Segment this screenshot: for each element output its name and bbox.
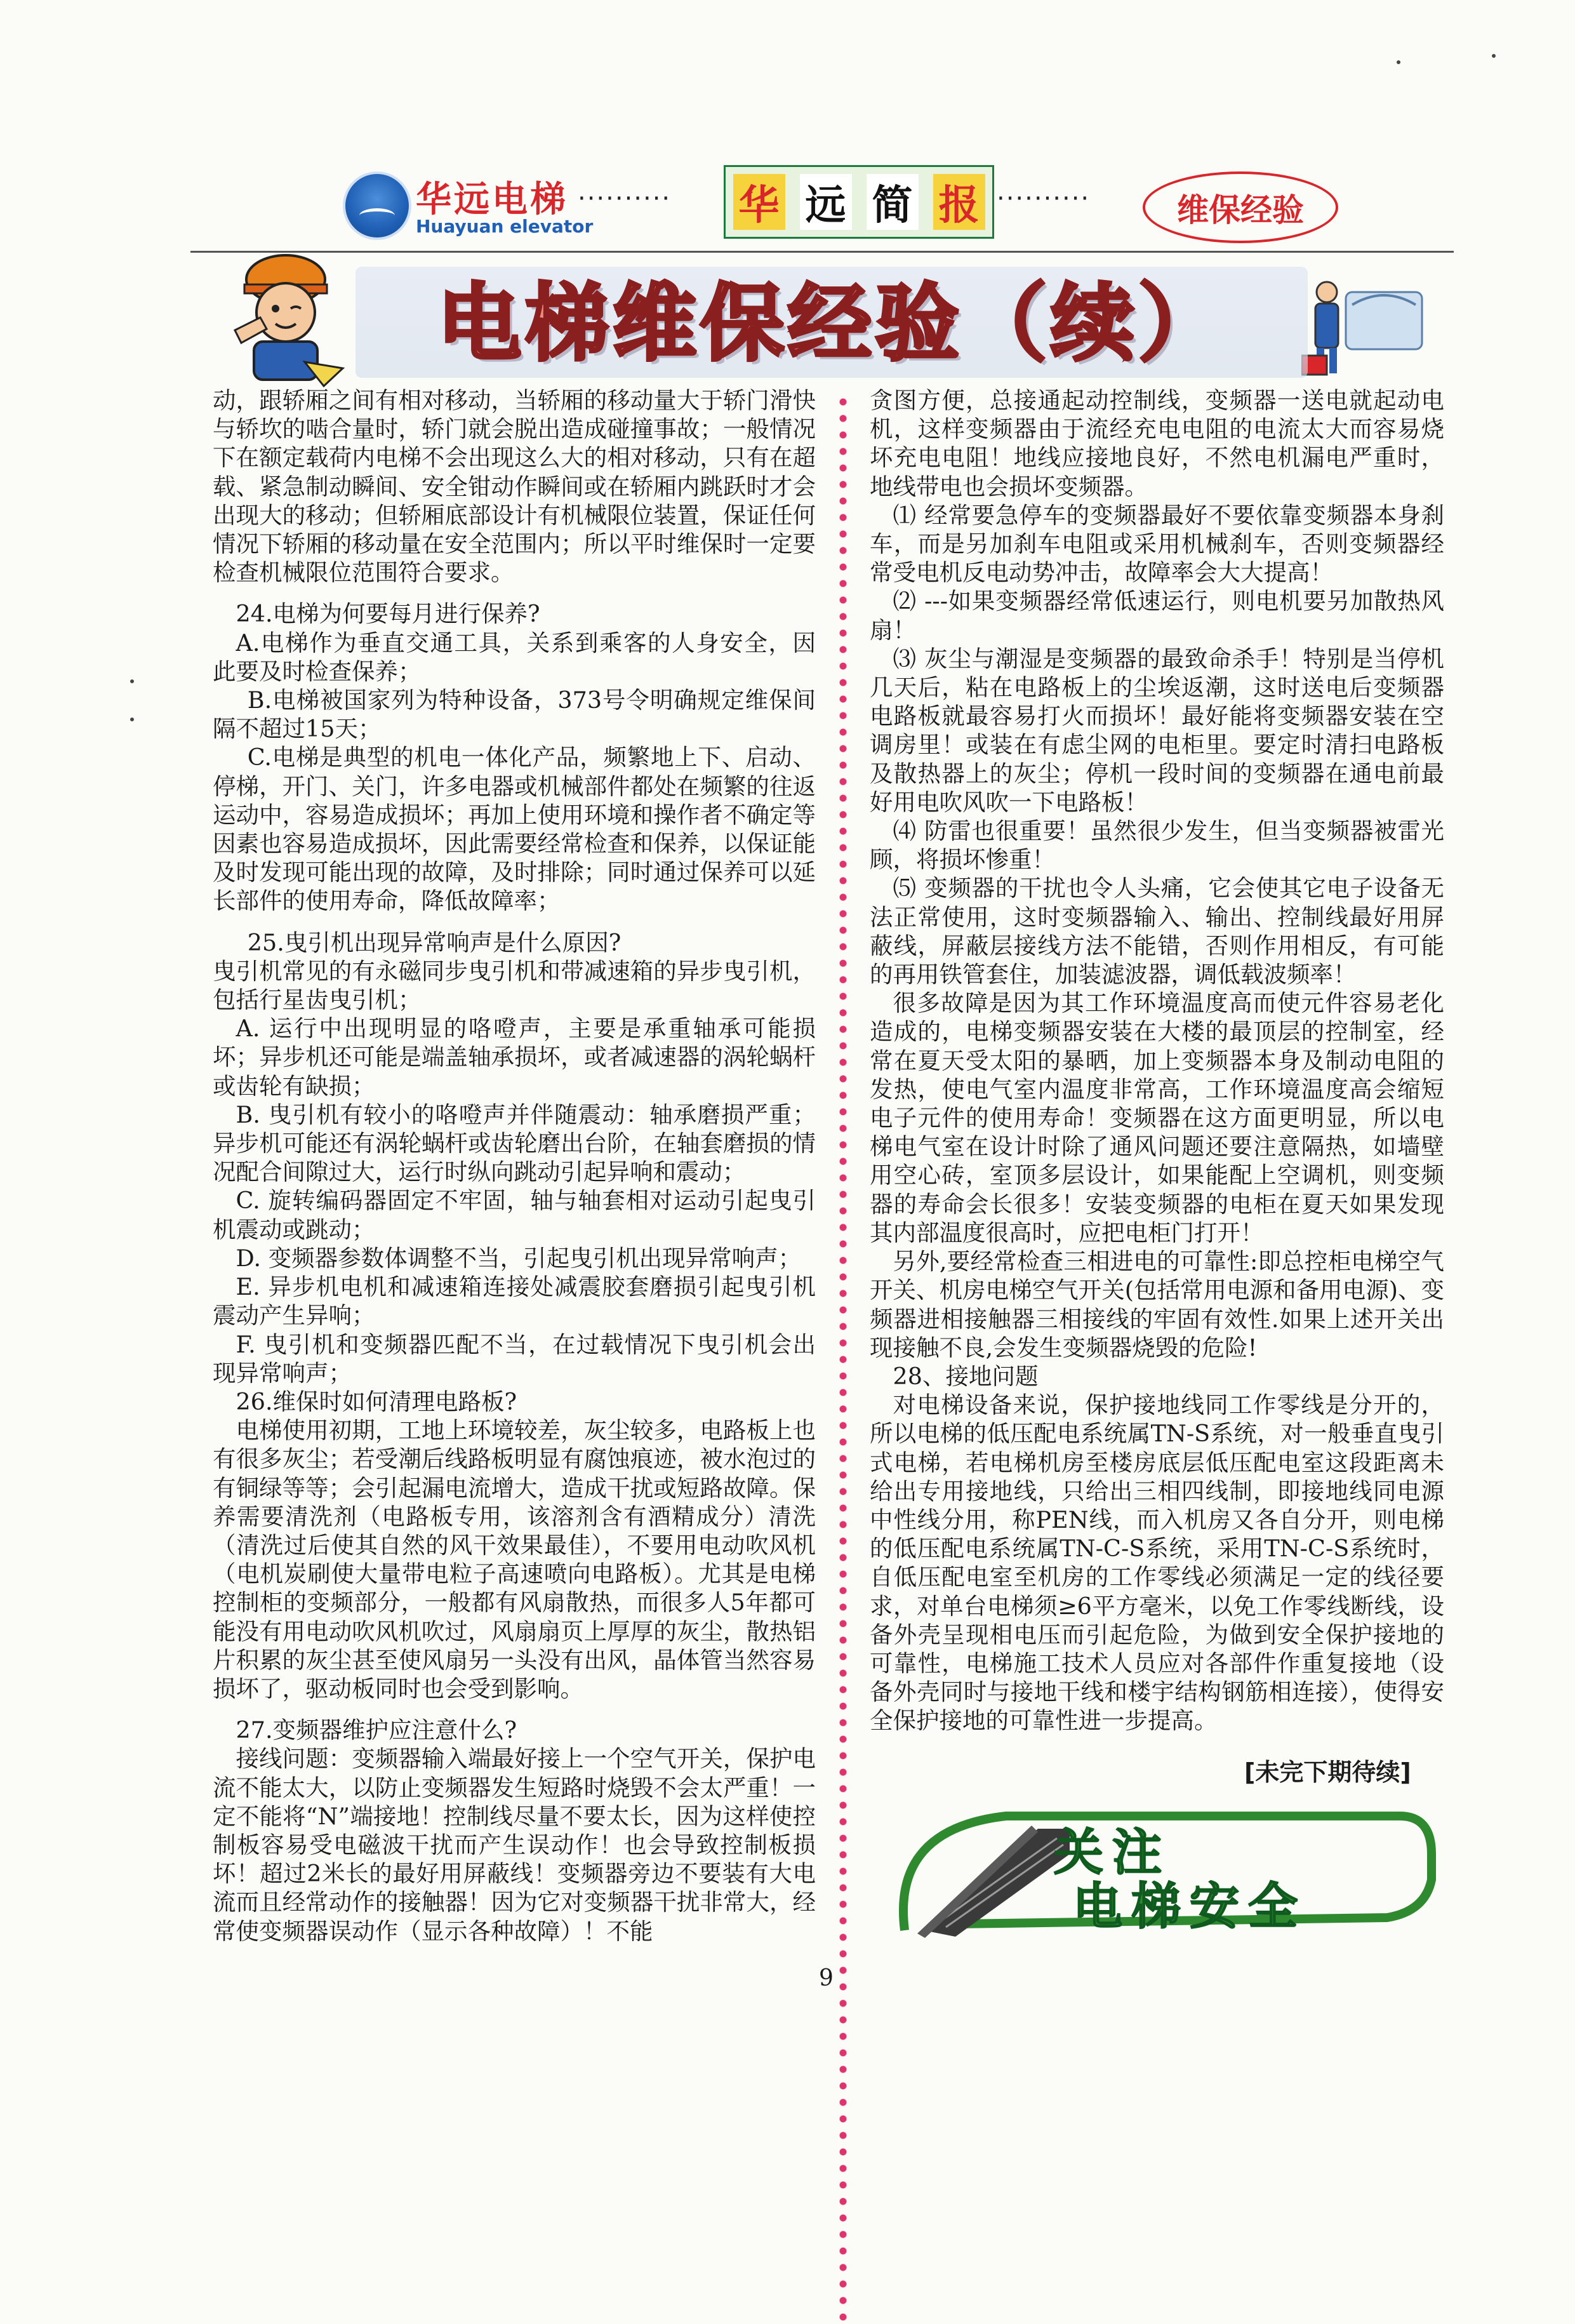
paragraph: 很多故障是因为其工作环境温度高而使元件容易老化造成的，电梯变频器安装在大楼的最顶层的控制室，经常在夏天受太阳的暴晒，加上变频器本身及制动电阻的发热，使电气室内温度非常高，工作环境温度高会缩短电子元件的使用寿命！变频器在这方面更明显，所以电梯电气室在设计时除了通风问题还要注意隔热，如墙壁用空心砖，室顶多层设计，如果能配上空调机，则变频器的寿命会长很多！安装变频器的电柜在夏天如果发现其内部温度很高时，应把电柜门打开！	[870, 989, 1444, 1246]
answer-item: D. 变频器参数体调整不当，引起曳引机出现异常响声；	[236, 1244, 802, 1272]
company-logo-icon	[343, 171, 411, 240]
answer-item: B. 曳引机有较小的咯噔声并伴随震动：轴承磨损严重；异步机可能还有涡轮蜗杆或齿轮磨出台阶，在轴套磨损的情况配合间隙过大，运行时纵向跳动引起异响和震动；	[213, 1100, 816, 1186]
list-item: ⑵ ---如果变频器经常低速运行，则电机要另加散热风扇！	[870, 587, 1444, 644]
list-item: ⑶ 灰尘与潮湿是变频器的最致命杀手！特别是当停机几天后，粘在电路板上的尘埃返潮，这时送电后变频器电路板就最容易打火而损坏！最好能将变频器安装在空调房里！或装在有虑尘网的电柜里。要定时清扫电路板及散热器上的灰尘；停机一段时间的变频器在通电前最好用电吹风吹一下电路板！	[870, 644, 1444, 816]
masthead	[724, 165, 994, 239]
right-column	[870, 386, 1444, 1735]
list-item: ⑸ 变频器的干扰也令人头痛，它会使其它电子设备无法正常使用，这时变频器输入、输出、控制线最好用屏蔽线，屏蔽层接线方法不能错，否则作用相反，有可能的再用铁管套住，加装滤波器，调低载波频率！	[870, 874, 1444, 989]
left-column	[213, 386, 816, 1946]
page-number: 9	[819, 1965, 834, 1991]
paragraph: 曳引机常见的有永磁同步曳引机和带减速箱的异步曳引机，包括行星齿曳引机；	[213, 957, 816, 1014]
answer-item: E. 异步机电机和减速箱连接处减震胶套磨损引起曳引机震动产生异响；	[213, 1273, 816, 1330]
answer-item: A.电梯作为垂直交通工具，关系到乘客的人身安全，因此要及时检查保养；	[213, 629, 816, 685]
answer-item: A. 运行中出现明显的咯噔声，主要是承重轴承可能损坏；异步机还可能是端盖轴承损坏，或者减速器的涡轮蜗杆或齿轮有缺损；	[213, 1015, 816, 1100]
scan-speck	[130, 679, 134, 683]
scan-speck	[1492, 54, 1496, 58]
mechanic-illustration-icon	[1301, 267, 1428, 381]
continued-note: [未完下期待续]	[1244, 1758, 1411, 1786]
question-heading: 27.变频器维护应注意什么?	[236, 1716, 517, 1744]
banner-line-2: 电梯安全	[1073, 1878, 1307, 1935]
scan-speck	[130, 718, 134, 721]
answer-item: 接线问题：变频器输入端最好接上一个空气开关，保护电流不能太大，以防止变频器发生短路时烧毁不会太严重！一定不能将“N”端接地！控制线尽量不要太长，因为这样使控制板容易受电磁波干扰而产生误动作！也会导致控制板损坏！超过2米长的最好用屏蔽线！变频器旁边不要装有大电流而且经常动作的接触器！因为它对变频器干扰非常大，经常使变频器误动作（显示各种故障）！不能	[213, 1745, 816, 1945]
paragraph: 另外,要经常检查三相进电的可靠性:即总控柜电梯空气开关、机房电梯空气开关(包括常用电源和备用电源)、变频器进相接触器三相接线的牢固有效性.如果上述开关出现接触不良,会发生变频器烧毁的危险!	[870, 1248, 1444, 1361]
page-title: 电梯维保经验（续）	[437, 275, 1226, 373]
question-heading: 24.电梯为何要每月进行保养?	[236, 600, 540, 628]
column-divider	[839, 394, 847, 2324]
header-dots-right: ··········	[997, 184, 1091, 213]
masthead-char-4: 报	[933, 174, 985, 230]
header-rule	[190, 251, 1454, 253]
question-heading: 28、接地问题	[893, 1362, 1039, 1390]
logo-chinese-name: 华远电梯	[416, 179, 568, 220]
list-item: ⑴ 经常要急停车的变频器最好不要依靠变频器本身刹车，而是另加刹车电阻或采用机械刹车，否则变频器经常受电机反电动势冲击，故障率会大大提高！	[870, 501, 1444, 587]
paragraph: 贪图方便，总接通起动控制线，变频器一送电就起动电机，这样变频器由于流经充电电阻的电流太大而容易烧坏充电电阻！地线应接地良好，不然电机漏电严重时，地线带电也会损坏变频器。	[870, 387, 1444, 500]
logo-english-name: Huayuan elevator	[416, 216, 594, 237]
banner-line-1: 关注	[1054, 1824, 1171, 1881]
masthead-char-2: 远	[800, 174, 852, 230]
worker-mascot-icon	[209, 235, 362, 387]
answer-item: 对电梯设备来说，保护接地线同工作零线是分开的，所以电梯的低压配电系统属TN-S系统，对一般垂直曳引式电梯，若电梯机房至楼房底层低压配电室这段距离未给出专用接地线，只给出三相四线制，即接地线同电源中性线分用，称PEN线，而入机房又各自分开，则电梯的低压配电系统属TN-C-S系统，采用TN-C-S系统时，自低压配电室至机房的工作零线必须满足一定的线径要求，对单台电梯须≥6平方毫米，以免工作零线断线，设备外壳呈现相电压而引起危险，为做到安全保护接地的可靠性，电梯施工技术人员应对各部件作重复接地（设备外壳同时与接地干线和楼宇结构钢筋相连接），使得安全保护接地的可靠性进一步提高。	[870, 1391, 1444, 1735]
header-dots-left: ··········	[578, 184, 672, 213]
paragraph: 动，跟轿厢之间有相对移动，当轿厢的移动量大于轿门滑快与轿坎的啮合量时，轿门就会脱出造成碰撞事故；一般情况下在额定载荷内电梯不会出现这么大的相对移动，只有在超载、紧急制动瞬间、安全钳动作瞬间或在轿厢内跳跃时才会出现大的移动；但轿厢底部设计有机械限位装置，保证任何情况下轿厢的移动量在安全范围内；所以平时维保时一定要检查机械限位范围符合要求。	[213, 387, 816, 587]
answer-item: B.电梯被国家列为特种设备，373号令明确规定维保间隔不超过15天；	[213, 686, 816, 743]
answer-item: F. 曳引机和变频器匹配不当，在过载情况下曳引机会出现异常响声；	[213, 1330, 816, 1387]
list-item: ⑷ 防雷也很重要！虽然很少发生，但当变频器被雷光顾，将损坏惨重！	[870, 817, 1444, 874]
answer-item: C.电梯是典型的机电一体化产品，频繁地上下、启动、停梯，开门、关门，许多电器或机械部件都处在频繁的往返运动中，容易造成损坏；再加上使用环境和操作者不确定等因素也容易造成损坏，因此需要经常检查和保养，以保证能及时发现可能出现的故障，及时排除；同时通过保养可以延长部件的使用寿命，降低故障率；	[213, 744, 816, 915]
masthead-char-1: 华	[733, 174, 785, 230]
masthead-char-3: 简	[867, 174, 919, 230]
question-heading: 26.维保时如何清理电路板?	[236, 1387, 517, 1415]
answer-item: C. 旋转编码器固定不牢固，轴与轴套相对运动引起曳引机震动或跳动；	[213, 1187, 816, 1243]
section-badge: 维保经验	[1143, 171, 1338, 243]
scan-speck	[1397, 60, 1400, 64]
answer-item: 电梯使用初期，工地上环境较差，灰尘较多，电路板上也有很多灰尘；若受潮后线路板明显有腐蚀痕迹，被水泡过的有铜绿等等；会引起漏电流增大，造成干扰或短路故障。保养需要清洗剂（电路板专用，该溶剂含有酒精成分）清洗（清洗过后使其自然的风干效果最佳），不要用电动吹风机（电机炭刷使大量带电粒子高速喷向电路板）。尤其是电梯控制柜的变频部分，一般都有风扇散热，而很多人5年都可能没有用电动吹风机吹过，风扇扇页上厚厚的灰尘，散热铝片积累的灰尘甚至使风扇另一头没有出风，晶体管当然容易损坏了，驱动板同时也会受到影响。	[213, 1417, 816, 1702]
question-heading: 25.曳引机出现异常响声是什么原因?	[247, 928, 621, 956]
